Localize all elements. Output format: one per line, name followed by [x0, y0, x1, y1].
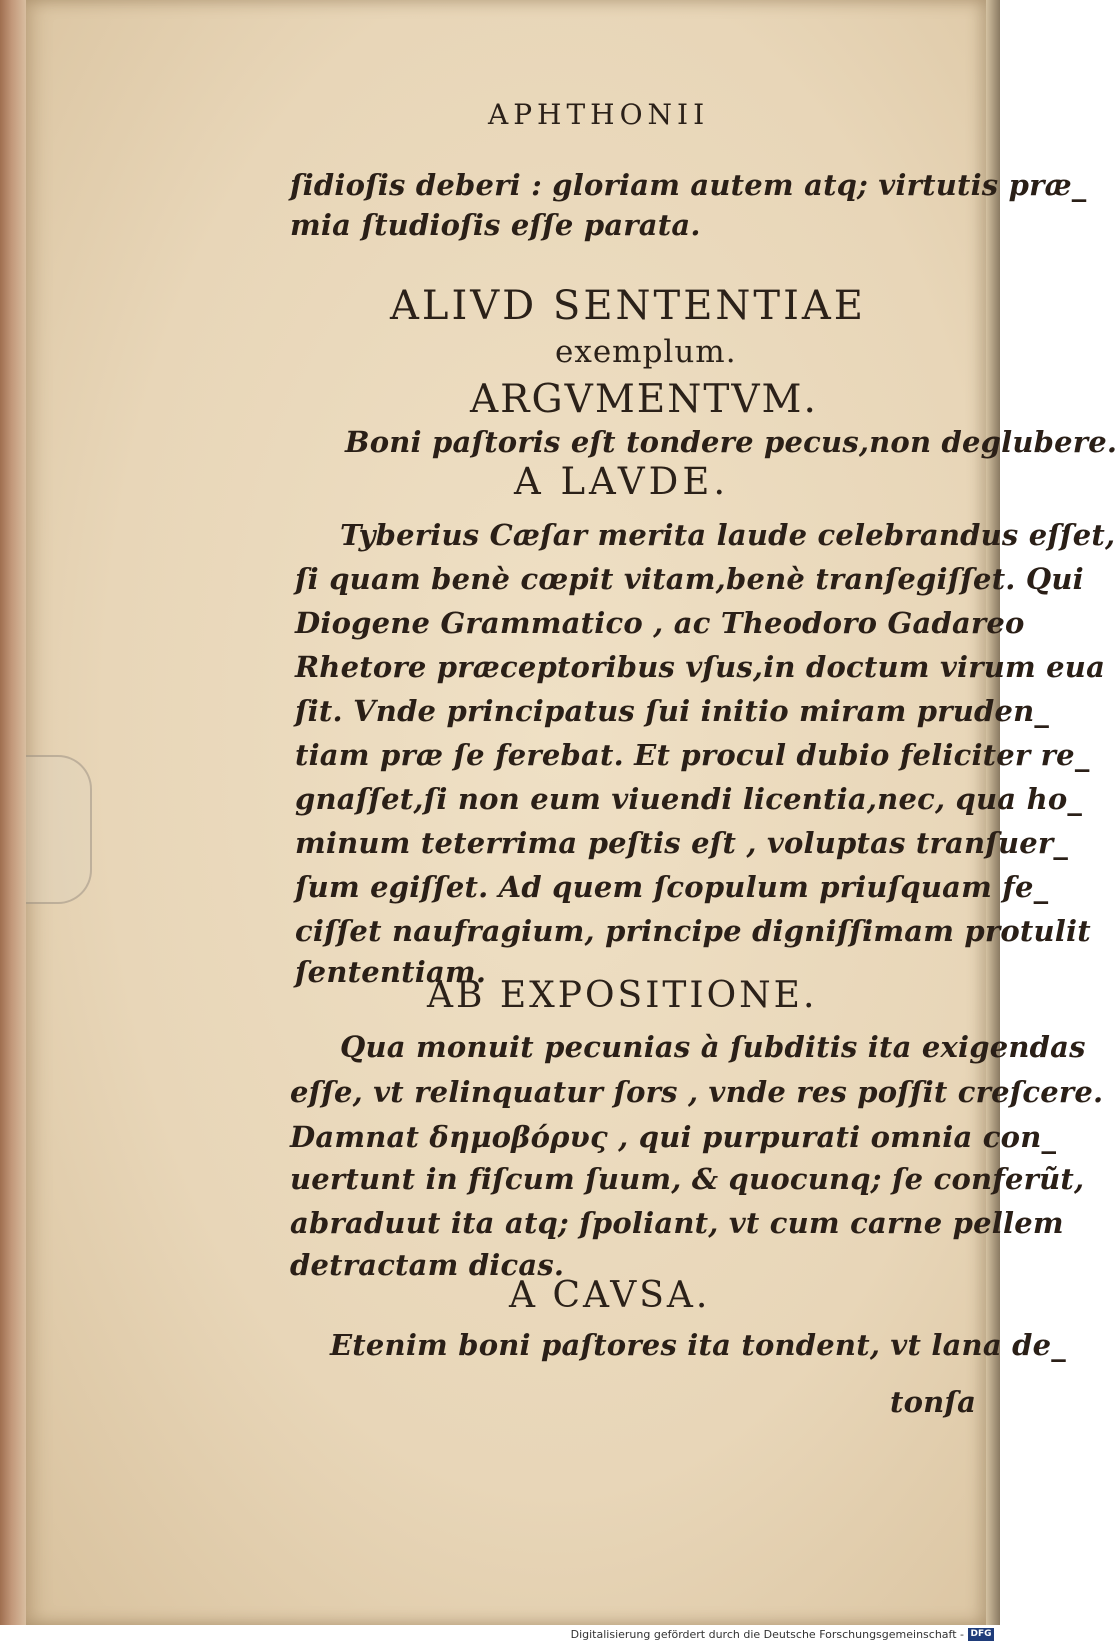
dfg-logo-icon: DFG [968, 1628, 994, 1641]
expositione-heading: AB EXPOSITIONE. [427, 975, 818, 1016]
text-line: Damnat δημοβόρυς , qui purpurati omnia con_ [290, 1120, 1057, 1154]
text-line: ſit. Vnde principatus ſui initio miram pruden_ [295, 694, 1050, 728]
text-line: Tyberius Cæſar merita laude celebrandus eſſet, [340, 518, 1116, 552]
text-line: Diogene Grammatico , ac Theodoro Gadareo [295, 606, 1025, 640]
text-line: detractam dicas. [290, 1248, 565, 1282]
text-line: eſſe, vt relinquatur ſors , vnde res poſſit creſcere. [290, 1075, 1104, 1109]
footer-credit: Digitalisierung gefördert durch die Deutsche Forschungsgemeinschaft - [570, 1628, 964, 1641]
catchword: tonſa [890, 1385, 977, 1419]
laude-heading: A LAVDE. [514, 460, 730, 503]
text-line: minum teterrima peſtis eſt , voluptas tranſuer_ [295, 826, 1069, 860]
text-line: abraduut ita atq; ſpoliant, vt cum carne pellem [290, 1206, 1064, 1240]
text-line: ſum egiſſet. Ad quem ſcopulum priuſquam fe_ [295, 870, 1049, 904]
text-line: gnaſſet,ſi non eum viuendi licentia,nec, qua ho_ [295, 782, 1083, 816]
text-line: Etenim boni paſtores ita tondent, vt lana de_ [330, 1328, 1066, 1362]
argumentum-text: Boni paſtoris eſt tondere pecus,non deglubere. [345, 425, 1117, 459]
text-line: uertunt in fiſcum ſuum, & quocunq; ſe conferũt, [290, 1162, 1085, 1196]
section-heading: ALIVD SENTENTIAE [390, 283, 866, 329]
text-line: tiam præ ſe ferebat. Et procul dubio feliciter re_ [295, 738, 1090, 772]
footer-bar [0, 1625, 1000, 1645]
text-line: ſententiam. [295, 955, 487, 989]
text-line: mia ſtudioſis eſſe parata. [290, 208, 701, 242]
text-line: Rhetore præceptoribus vſus,in doctum virum eua [295, 650, 1106, 684]
text-line: Qua monuit pecunias à ſubditis ita exigendas [340, 1030, 1086, 1064]
argumentum-heading: ARGVMENTVM. [470, 377, 818, 422]
section-subheading: exemplum. [555, 334, 737, 370]
text-line: ſi quam benè cœpit vitam,benè tranſegiſſet. Qui [295, 562, 1084, 596]
book-edge-left [0, 0, 26, 1625]
text-line: ciſſet naufragium, principe digniſſimam protulit [295, 914, 1091, 948]
page-clip [26, 755, 92, 904]
causa-heading: A CAVSA. [509, 1275, 711, 1316]
running-head: APHTHONII [488, 98, 710, 131]
text-line: ſidioſis deberi : gloriam autem atq; virtutis præ_ [290, 168, 1087, 202]
